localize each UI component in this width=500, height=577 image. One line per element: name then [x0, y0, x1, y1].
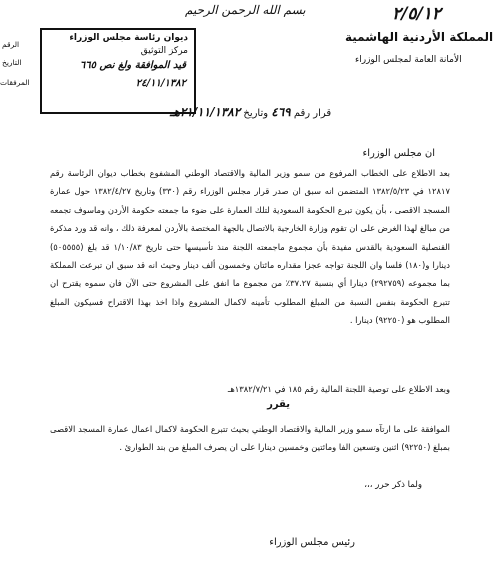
decision-date-label: وتاريخ: [243, 108, 269, 119]
decision-line: [170, 105, 331, 119]
closing-line: ولما ذكر حرر ،،،: [364, 480, 422, 490]
signature-title: رئيس مجلس الوزراء: [269, 537, 355, 548]
body-paragraph-3: الموافقة على ما ارتآه سمو وزير المالية والاقتصاد الوطني بحيث تتبرع الحكومة لاكمال اعمال عمارة المسجد الاقصى بمبلغ (٩٢٢٥٠) اثنين وتسعين الفا ومائتين وخمسين دينارا على ان يصرف المبلغ من بند الطوارئ .: [50, 424, 450, 453]
registry-stamp: [40, 28, 196, 114]
stamp-agency: مركز التوثيق: [140, 46, 188, 56]
basmala: بسم الله الرحمن الرحيم: [185, 3, 306, 17]
body-paragraph-2: وبعد الاطلاع على توصية اللجنة المالية رقم ١٨٥ في ١٣٨٢/٧/٢١هـ: [227, 384, 450, 394]
decision-date: ٢١/١١/١٣٨٢هـ: [170, 105, 241, 119]
salutation: ان مجلس الوزراء: [362, 148, 435, 159]
handwritten-date: ٢/٥/١٢: [392, 4, 441, 24]
decision-number: ٤٦٩: [271, 105, 291, 119]
stamp-handwritten-date: ٢٤/١١/١٣٨٢: [135, 78, 186, 89]
stamp-side-label-attachments: المرفقات: [0, 78, 30, 87]
decision-prefix: قرار رقم: [293, 108, 332, 119]
kingdom-heading: المملكة الأردنية الهاشمية: [345, 30, 494, 44]
stamp-side-label-date: التاريخ: [2, 58, 22, 67]
council-secretariat: الأمانة العامة لمجلس الوزراء: [355, 55, 462, 65]
stamp-handwritten-number: قيد الموافقة ولغ نص ٦٦٥: [79, 60, 186, 71]
stamp-office: ديوان رئاسة مجلس الوزراء: [69, 33, 188, 43]
body-paragraph-1: بعد الاطلاع على الخطاب المرفوع من سمو وزير المالية والاقتصاد الوطني المشفوع بخطاب ديوان الرئاسة رقم ١٢٨١٧ في ١٣٨٢/٥/٢٣ المتضمن انه سبق ان صدر قرار مجلس الوزراء رقم (٣٣٠) وتاريخ ١٣٨٢/٤/٢٧ حول عمارة المسجد الاقصى ، بأن يكون تبرع الحكومة السعودية لتلك العمارة على ضوء ما جمعته حكومة الأردن وماسوف تجمعه من مبالغ لهذا الغرض على ان تقوم وزارة الخارجية بالاتصال بالجهة المختصة بالأردن لمعرفة ذلك ، وانه قد ورد مذكرة القنصلية السعودية بالقدس مفيدة بأن مجموع ماجمعته اللجنة منذ تأسيسها حتى تاريخ ١/١٠/٨٣ قد بلغ (٥٠٥٥٥٥) دينارا و(١٨٠) فلسا وان اللجنة تواجه عجزا مقداره مائتان وخمسون ألف دينار وحيث انه قد سبق ان تبرعت المملكة بما مجموعه (٢٩٢٧٥٩) دينارا أي بنسبة ٣٧.٢٧٪ من مجموع ما انفق على المشروع حتى الآن فان سموه يقترح ان تتبرع الحكومة بنفس النسبة من المبلغ المطلوب تأمينه لاكمال المشروع واذا اخذ بهذا الاقتراح فسيكون المبلغ المطلوب هو (٩٢٢٥٠) دينارا .: [50, 168, 450, 326]
stamp-side-label-number: الرقم: [2, 40, 20, 49]
decides-heading: يقرر: [267, 399, 290, 410]
